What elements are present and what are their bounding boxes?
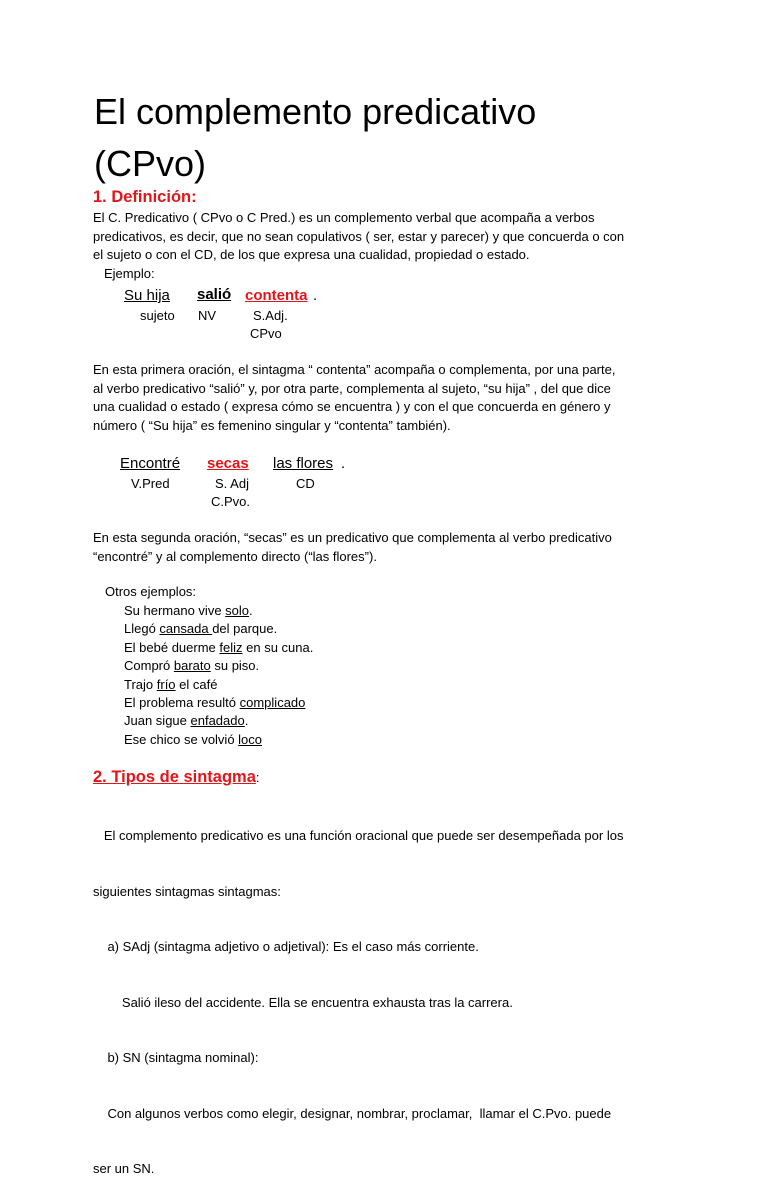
example2-period: . [341,455,346,472]
section-heading-colon: : [255,770,260,785]
other-examples-list [124,602,313,749]
paragraph-line: a) SAdj (sintagma adjetivo o adjetival): Es el caso más corriente. [93,939,479,954]
section-heading-definicion: 1. Definición: [93,188,197,206]
example1-predicative: contenta [245,287,308,304]
title-line-2: (CPvo) [94,143,207,184]
list-item: Llegó cansada del parque. [124,621,278,637]
example-label: Ejemplo: [104,266,155,281]
paragraph-line: ser un SN. [93,1161,155,1176]
paragraph-line: El complemento predicativo es una función oracional que puede ser desempeñada por los [93,828,624,843]
paragraph-line: Salió ileso del accidente. Ella se encuentra exhausta tras la carrera. [93,994,513,1010]
other-examples-label: Otros ejemplos: [105,584,197,599]
document-title [94,86,536,190]
tipos-paragraph [93,790,693,1197]
paragraph-line: al verbo predicativo “salió” y, por otra parte, complementa al sujeto, “su hija” , del que dice [93,380,611,396]
example2-tag-verb: V.Pred [131,476,170,491]
example1-subject: Su hija [124,287,170,304]
example1-period: . [313,287,318,304]
paragraph-line: “encontré” y al complemento directo (“las flores”). [93,548,377,564]
paragraph-line: predicativos, es decir, que no sean copulativos ( ser, estar y parecer) y que concuerda o con [93,228,625,244]
paragraph-line: b) SN (sintagma nominal): [93,1050,259,1065]
paragraph-line: Con algunos verbos como elegir, designar, nombrar, proclamar, llamar el C.Pvo. puede [93,1105,612,1121]
section-heading-tipos [93,768,260,787]
list-item: El problema resultó complicado [124,695,306,711]
title-line-1: El complemento predicativo [94,91,537,132]
list-item: Su hermano vive solo. [124,603,253,618]
example1-verb: salió [197,286,232,303]
example2-tag-cd: CD [296,476,315,491]
explanation-paragraph-1 [93,361,693,435]
example2-tag-cpvo: C.Pvo. [211,494,251,509]
example2-predicative: secas [207,455,249,472]
paragraph-line: En esta primera oración, el sintagma “ contenta” acompaña o complementa, por una parte, [93,362,616,377]
paragraph-line: el sujeto o con el CD, de los que expresa una cualidad, propiedad o estado. [93,247,530,262]
list-item: Ese chico se volvió loco [124,731,263,747]
paragraph-line: El C. Predicativo ( CPvo o C Pred.) es un complemento verbal que acompaña a verbos [93,210,595,225]
section-heading-text: 2. Tipos de sintagma [93,768,256,786]
example2-tag-adj: S. Adj [215,476,249,491]
explanation-paragraph-2 [93,529,693,566]
example2-object: las flores [273,455,334,472]
example1-tag-cpvo: CPvo [250,326,282,341]
list-item: Trajo frío el café [124,676,218,692]
list-item: Juan sigue enfadado. [124,713,249,729]
list-item: El bebé duerme feliz en su cuna. [124,639,314,655]
paragraph-line: número ( “Su hija” es femenino singular y “contenta” también). [93,417,451,433]
example2-verb: Encontré [120,455,181,472]
example1-tag-adj: S.Adj. [253,308,288,323]
definition-paragraph [93,209,693,265]
list-item: Compró barato su piso. [124,658,260,674]
paragraph-line: En esta segunda oración, “secas” es un predicativo que complementa al verbo predicativo [93,530,612,545]
example1-tag-verb: NV [198,308,217,323]
example1-tag-subject: sujeto [140,308,175,323]
paragraph-line: una cualidad o estado ( expresa cómo se encuentra ) y con el que concuerda en género y [93,399,611,414]
paragraph-line: siguientes sintagmas sintagmas: [93,883,281,899]
